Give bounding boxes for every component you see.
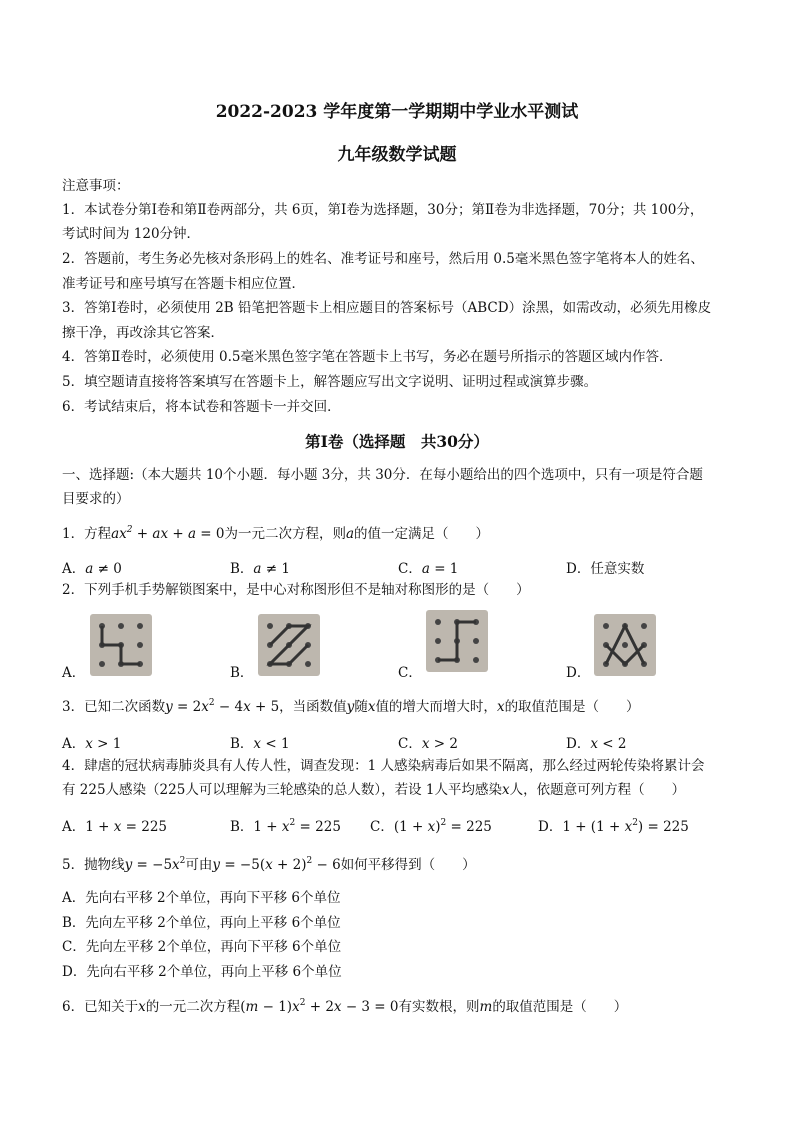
question-4-line-2: 有 225人感染（225人可以理解为三轮感染的总人数），若设 1人平均感染x人，依题意可列方程（ ） (62, 782, 686, 798)
q1-formula: $ax^2$ + ax + a (111, 525, 196, 542)
section-intro-a: 一、选择题:（本大题共 10个小题．每小题 3分，共 30分．在每小题给出的四个选项中，只有一项是符合题 (62, 467, 703, 483)
q2-option-a-label: A． (62, 665, 86, 681)
q1-option-a: A．a ≠ 0 (62, 561, 122, 577)
q5-option-a: A．先向右平移 2个单位，再向下平移 6个单位 (62, 890, 341, 906)
q4-option-b: B．$1 + x^2 = 225$ (230, 818, 341, 835)
q2-lock-pattern-c (426, 610, 488, 672)
q2-option-d-label: D． (566, 665, 591, 681)
note-2b: 准考证号和座号填写在答题卡相应位置． (62, 276, 305, 292)
q4-option-a: A．1 + x = 225 (62, 819, 168, 835)
q1-option-d: D．任意实数 (566, 561, 645, 577)
note-1b: 考试时间为 120分钟． (62, 226, 201, 242)
q5-option-c: C．先向左平移 2个单位，再向下平移 6个单位 (62, 939, 342, 955)
exam-subtitle: 九年级数学试题 (337, 145, 457, 165)
q4-option-c: C．$(1 + x)^2 = 225$ (370, 818, 492, 835)
q1-var: a (345, 526, 355, 542)
q1-text-pre: 1．方程 (62, 526, 112, 542)
q3-option-b: B．x < 1 (230, 736, 290, 752)
q2-option-b-label: B． (230, 665, 254, 681)
q2-lock-pattern-a (90, 614, 152, 676)
note-5: 5．填空题请直接将答案填写在答题卡上，解答题应写出文字说明、证明过程或演算步骤。 (62, 374, 598, 390)
section-title: 第Ⅰ卷（选择题 共30分） (305, 432, 489, 451)
note-6: 6．考试结束后，将本试卷和答题卡一并交回． (62, 399, 341, 415)
exam-title: 2022-2023 学年度第一学期期中学业水平测试 (215, 102, 579, 122)
q1-option-c: C．a = 1 (398, 561, 459, 577)
q3-option-d: D．x < 2 (566, 736, 627, 752)
note-3a: 3．答第Ⅰ卷时，必须使用 2B 铅笔把答题卡上相应题目的答案标号（ABCD）涂黑，如需改动，必须先用橡皮 (62, 300, 712, 316)
q5-option-d: D．先向右平移 2个单位，再向上平移 6个单位 (62, 964, 342, 980)
question-4-line-1: 4．肆虐的冠状病毒肺炎具有人传人性，调查发现：1 人感染病毒后如果不隔离，那么经过两轮传染将累计会 (62, 758, 705, 774)
q3-option-c: C．x > 2 (398, 736, 458, 752)
q1-text-post: 的值一定满足（ ） (354, 526, 490, 542)
q2-option-c-label: C． (398, 665, 422, 681)
question-2-stem: 2．下列手机手势解锁图案中，是中心对称图形但不是轴对称图形的是（ ） (62, 582, 530, 598)
section-intro-b: 目要求的） (62, 491, 130, 507)
q5-option-b: B．先向左平移 2个单位，再向上平移 6个单位 (62, 915, 341, 931)
q1-option-b: B．a ≠ 1 (230, 561, 290, 577)
q1-text-mid: 为一元二次方程，则 (224, 526, 346, 542)
question-6-stem: 6．已知关于x的一元二次方程$(m - 1)x^2 + 2x - 3 = 0$有实数根，则m的取值范围是（ ） (62, 998, 628, 1015)
q3-option-a: A．x > 1 (62, 736, 122, 752)
note-4: 4．答第Ⅱ卷时，必须使用 0.5毫米黑色签字笔在答题卡上书写，务必在题号所指示的答题区域内作答． (62, 349, 673, 365)
q2-lock-pattern-b (258, 614, 320, 676)
note-3b: 擦干净，再改涂其它答案． (62, 325, 224, 341)
note-1a: 1．本试卷分第Ⅰ卷和第Ⅱ卷两部分，共 6页，第Ⅰ卷为选择题，30分；第Ⅱ卷为非选择题，70分；共 100分， (62, 202, 704, 218)
question-5-stem: 5．抛物线$y = -5x^2$可由$y = -5(x + 2)^2 - 6$如何平移得到（ ） (62, 856, 476, 873)
q2-lock-pattern-d (594, 614, 656, 676)
question-3-stem: 3．已知二次函数$y = 2x^2 - 4x + 5$，当函数值y随x值的增大而增大时，x的取值范围是（ ） (62, 698, 640, 715)
q4-option-d: D．$1 + (1 + x^2) = 225$ (538, 818, 689, 835)
question-1-stem: 1．方程$ax^2$ + ax + a = 0为一元二次方程，则a的值一定满足（ ） (62, 525, 490, 542)
notes-heading: 注意事项： (62, 178, 130, 194)
note-2a: 2．答题前，考生务必先核对条形码上的姓名、准考证号和座号，然后用 0.5毫米黑色签字笔将本人的姓名、 (62, 251, 704, 267)
